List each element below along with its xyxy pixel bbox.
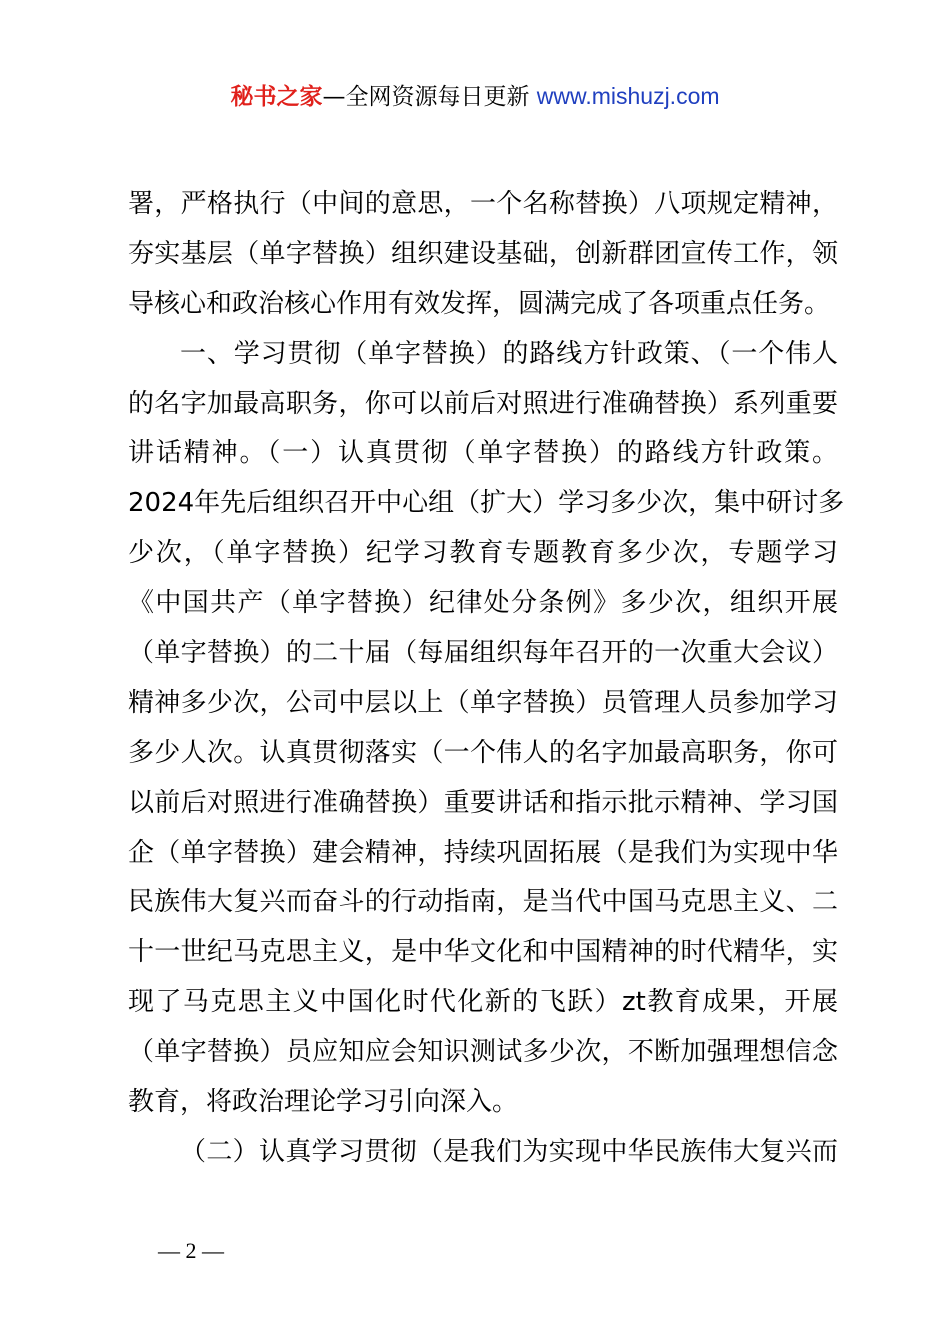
text-line: 企（单字替换）建会精神，持续巩固拓展（是我们为实现中华 [128,837,838,868]
text-line: 夯实基层（单字替换）组织建设基础，创新群团宣传工作，领 [128,238,838,269]
page-header [0,80,950,113]
text-line: （单字替换）员应知应会知识测试多少次，不断加强理想信念 [128,1037,838,1068]
text-line: 现了马克思主义中国化时代化新的飞跃）zt教育成果，开展 [128,987,838,1018]
text-line: 少次，（单字替换）纪学习教育专题教育多少次，专题学习 [128,538,838,569]
subsection-heading-line: （二）认真学习贯彻（是我们为实现中华民族伟大复兴而 [180,1136,838,1167]
text-line: 署，严格执行（中间的意思，一个名称替换）八项规定精神， [128,189,838,219]
text-line: 2024年先后组织召开中心组（扩大）学习多少次，集中研讨多 [128,488,845,519]
website-url[interactable]: www.mishuzj.com [536,83,720,109]
document-body [128,180,845,1178]
text-line: 导核心和政治核心作用有效发挥，圆满完成了各项重点任务。 [128,288,831,319]
text-line: 精神多少次，公司中层以上（单字替换）员管理人员参加学习 [128,687,838,718]
text-line: 十一世纪马克思主义，是中华文化和中国精神的时代精华，实 [128,937,838,968]
page-number: — 2 — [158,1238,224,1263]
text-line: 民族伟大复兴而奋斗的行动指南，是当代中国马克思主义、二 [128,887,838,918]
text-line: 讲话精神。（一）认真贯彻（单字替换）的路线方针政策。 [128,438,838,469]
text-line: 的名字加最高职务，你可以前后对照进行准确替换）系列重要 [128,388,838,419]
header-slogan: —全网资源每日更新 [322,84,537,110]
text-line: 多少人次。认真贯彻落实（一个伟人的名字加最高职务，你可 [128,737,838,768]
text-line: 《中国共产（单字替换）纪律处分条例》多少次，组织开展 [128,588,838,619]
brand-name: 秘书之家 [230,84,323,110]
text-line: 以前后对照进行准确替换）重要讲话和指示批示精神、学习国 [128,787,838,818]
section-heading-line: 一、学习贯彻（单字替换）的路线方针政策、（一个伟人 [180,338,838,369]
text-line: （单字替换）的二十届（每届组织每年召开的一次重大会议） [128,638,838,669]
text-line: 教育，将政治理论学习引向深入。 [128,1087,519,1118]
